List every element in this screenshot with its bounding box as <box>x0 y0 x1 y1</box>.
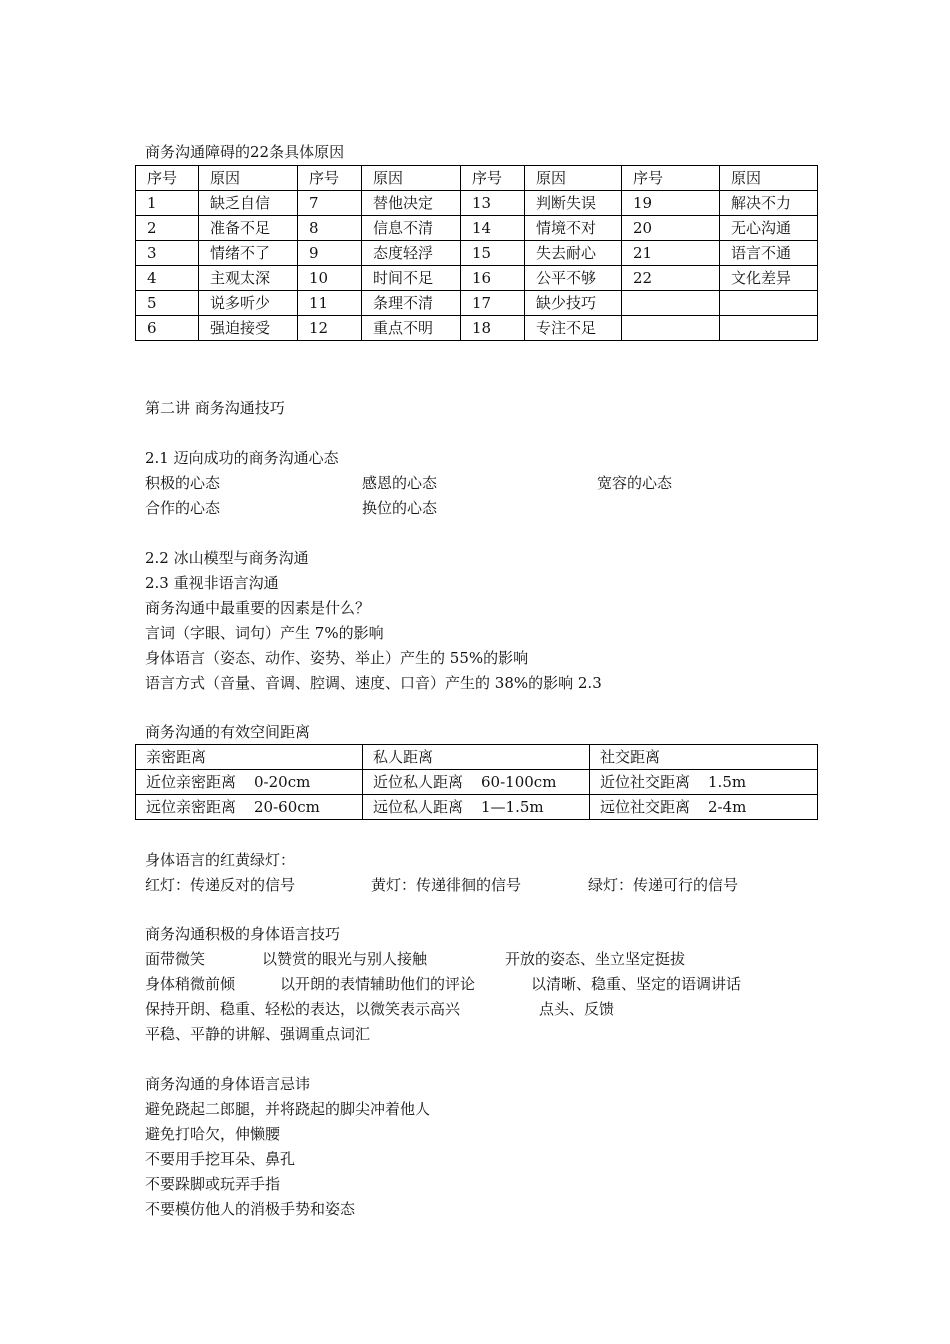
positive-item: 面带微笑 <box>145 950 206 968</box>
paragraph-line: 语言方式（音量、音调、腔调、速度、口音）产生的 38%的影响 2.3 <box>145 674 602 692</box>
table-cell <box>363 770 590 795</box>
table-cell <box>720 316 818 341</box>
table-header-row <box>136 745 818 770</box>
table-cell <box>136 770 363 795</box>
section-2-3-title: 2.3 重视非语言沟通 <box>145 574 279 592</box>
table-cell: 21 <box>622 241 720 266</box>
table-cell: 信息不清 <box>362 216 461 241</box>
yellow-light-text: 黄灯：传递徘徊的信号 <box>371 876 522 894</box>
table-cell: 说多听少 <box>199 291 298 316</box>
table-cell: 10 <box>298 266 362 291</box>
table-cell <box>590 770 818 795</box>
table-cell: 13 <box>461 191 525 216</box>
positive-item: 保持开朗、稳重、轻松的表达，以微笑表示高兴 <box>145 1000 461 1018</box>
table-row <box>136 216 818 241</box>
table-cell: 无心沟通 <box>720 216 818 241</box>
table-cell: 时间不足 <box>362 266 461 291</box>
table-row <box>136 316 818 341</box>
table-cell <box>622 291 720 316</box>
table-row <box>136 770 818 795</box>
table-cell <box>136 795 363 820</box>
positive-item: 平稳、平静的讲解、强调重点词汇 <box>145 1025 371 1043</box>
table-cell: 7 <box>298 191 362 216</box>
mindset-item: 宽容的心态 <box>597 474 673 492</box>
table-cell: 情绪不了 <box>199 241 298 266</box>
table-cell: 20 <box>622 216 720 241</box>
header-cell: 序号 <box>461 166 525 191</box>
lecture-title: 第二讲 商务沟通技巧 <box>145 399 285 417</box>
table-cell: 2 <box>136 216 199 241</box>
table-cell: 8 <box>298 216 362 241</box>
table-cell <box>720 291 818 316</box>
paragraph-line: 言词（字眼、词句）产生 7%的影响 <box>145 624 384 642</box>
table-cell: 公平不够 <box>525 266 622 291</box>
table-cell: 态度轻浮 <box>362 241 461 266</box>
mindset-item: 换位的心态 <box>362 499 438 517</box>
distance-label: 近位社交距离 <box>600 773 691 791</box>
taboo-item: 不要跺脚或玩弄手指 <box>145 1175 281 1193</box>
distance-value: 0-20cm <box>254 773 311 791</box>
mindset-item: 合作的心态 <box>145 499 221 517</box>
positive-item: 以开朗的表情辅助他们的评论 <box>280 975 476 993</box>
positive-item: 以清晰、稳重、坚定的语调讲话 <box>531 975 742 993</box>
table-cell: 3 <box>136 241 199 266</box>
taboo-item: 不要模仿他人的消极手势和姿态 <box>145 1200 356 1218</box>
header-cell: 序号 <box>298 166 362 191</box>
positive-title: 商务沟通积极的身体语言技巧 <box>145 925 341 943</box>
header-cell: 社交距离 <box>590 745 818 770</box>
table-cell: 18 <box>461 316 525 341</box>
table-cell <box>363 795 590 820</box>
header-cell: 私人距离 <box>363 745 590 770</box>
section-2-2-title: 2.2 冰山模型与商务沟通 <box>145 549 309 567</box>
table-cell: 主观太深 <box>199 266 298 291</box>
distance-label: 近位亲密距离 <box>146 773 237 791</box>
table-row <box>136 191 818 216</box>
header-cell: 原因 <box>362 166 461 191</box>
table-cell <box>622 316 720 341</box>
red-light-text: 红灯：传递反对的信号 <box>145 876 296 894</box>
table-cell: 准备不足 <box>199 216 298 241</box>
header-cell: 原因 <box>525 166 622 191</box>
distance-label: 近位私人距离 <box>373 773 464 791</box>
table-cell: 12 <box>298 316 362 341</box>
distance-label: 远位亲密距离 <box>146 798 237 816</box>
table-cell: 语言不通 <box>720 241 818 266</box>
header-cell: 原因 <box>720 166 818 191</box>
table1-caption: 商务沟通障碍的22条具体原因 <box>145 143 345 161</box>
lights-title: 身体语言的红黄绿灯： <box>145 851 296 869</box>
mindset-item: 积极的心态 <box>145 474 221 492</box>
distance-value: 1.5m <box>708 773 747 791</box>
distance-label: 远位私人距离 <box>373 798 464 816</box>
table-cell: 失去耐心 <box>525 241 622 266</box>
header-cell: 亲密距离 <box>136 745 363 770</box>
distance-value: 20-60cm <box>254 798 320 816</box>
table-row <box>136 795 818 820</box>
table-cell: 15 <box>461 241 525 266</box>
table-cell: 4 <box>136 266 199 291</box>
paragraph-line: 商务沟通中最重要的因素是什么？ <box>145 599 371 617</box>
table-cell: 缺乏自信 <box>199 191 298 216</box>
table-cell: 11 <box>298 291 362 316</box>
table-row <box>136 291 818 316</box>
positive-item: 以赞赏的眼光与别人接触 <box>262 950 428 968</box>
table-header-row <box>136 166 818 191</box>
table-cell: 判断失误 <box>525 191 622 216</box>
taboo-item: 避免打哈欠，伸懒腰 <box>145 1125 281 1143</box>
positive-item: 开放的姿态、坐立坚定挺拔 <box>505 950 686 968</box>
table-cell: 5 <box>136 291 199 316</box>
header-cell: 序号 <box>136 166 199 191</box>
space-distance-table <box>135 744 818 820</box>
obstacle-reasons-table <box>135 165 818 341</box>
paragraph-line: 身体语言（姿态、动作、姿势、举止）产生的 55%的影响 <box>145 649 529 667</box>
table-cell: 条理不清 <box>362 291 461 316</box>
section-2-1-title: 2.1 迈向成功的商务沟通心态 <box>145 449 339 467</box>
table-cell: 专注不足 <box>525 316 622 341</box>
table-cell: 重点不明 <box>362 316 461 341</box>
table-cell: 情境不对 <box>525 216 622 241</box>
table-row <box>136 241 818 266</box>
table-row <box>136 266 818 291</box>
table-cell: 替他决定 <box>362 191 461 216</box>
distance-value: 2-4m <box>708 798 747 816</box>
taboos-title: 商务沟通的身体语言忌讳 <box>145 1075 311 1093</box>
taboo-item: 避免跷起二郎腿，并将跷起的脚尖冲着他人 <box>145 1100 431 1118</box>
positive-item: 点头、反馈 <box>539 1000 615 1018</box>
positive-item: 身体稍微前倾 <box>145 975 236 993</box>
table-cell: 1 <box>136 191 199 216</box>
table-cell: 文化差异 <box>720 266 818 291</box>
table-cell <box>590 795 818 820</box>
taboo-item: 不要用手挖耳朵、鼻孔 <box>145 1150 296 1168</box>
table-cell: 强迫接受 <box>199 316 298 341</box>
header-cell: 序号 <box>622 166 720 191</box>
table-cell: 解决不力 <box>720 191 818 216</box>
mindset-item: 感恩的心态 <box>362 474 438 492</box>
table-cell: 16 <box>461 266 525 291</box>
distance-label: 远位社交距离 <box>600 798 691 816</box>
table-cell: 缺少技巧 <box>525 291 622 316</box>
header-cell: 原因 <box>199 166 298 191</box>
table-cell: 9 <box>298 241 362 266</box>
distance-value: 1—1.5m <box>481 798 544 816</box>
table-cell: 17 <box>461 291 525 316</box>
table-cell: 6 <box>136 316 199 341</box>
table2-caption: 商务沟通的有效空间距离 <box>145 723 311 741</box>
distance-value: 60-100cm <box>481 773 557 791</box>
green-light-text: 绿灯：传递可行的信号 <box>588 876 739 894</box>
table-cell: 14 <box>461 216 525 241</box>
table-cell: 22 <box>622 266 720 291</box>
table-cell: 19 <box>622 191 720 216</box>
